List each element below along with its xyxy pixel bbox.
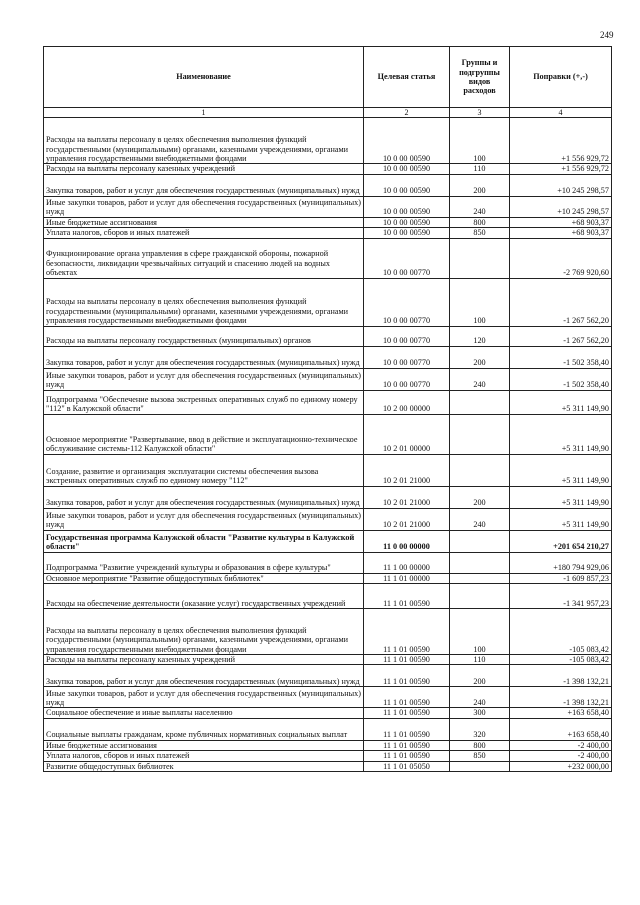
row-target-code: 11 1 01 00000	[364, 573, 450, 583]
header-name: Наименование	[44, 47, 364, 108]
row-name: Иные закупки товаров, работ и услуг для обеспечения государственных (муниципальных) нужд	[44, 196, 364, 217]
row-group	[450, 573, 510, 583]
row-group: 200	[450, 346, 510, 368]
row-group: 240	[450, 687, 510, 708]
row-target-code: 11 1 01 00590	[364, 687, 450, 708]
table-row	[44, 228, 612, 238]
row-group: 850	[450, 228, 510, 238]
row-amount: -105 083,42	[510, 609, 612, 655]
row-amount: -1 398 132,21	[510, 687, 612, 708]
table-row	[44, 530, 612, 552]
row-amount: -1 502 358,40	[510, 368, 612, 390]
row-target-code: 11 1 00 00000	[364, 552, 450, 573]
row-target-code: 11 1 01 00590	[364, 655, 450, 665]
row-group	[450, 414, 510, 454]
row-amount: +163 658,40	[510, 708, 612, 718]
row-amount: -105 083,42	[510, 655, 612, 665]
row-target-code: 10 0 00 00590	[364, 118, 450, 164]
row-target-code: 11 1 01 00590	[364, 584, 450, 609]
row-name: Расходы на выплаты персоналу казенных учреждений	[44, 164, 364, 174]
row-group: 120	[450, 326, 510, 346]
row-target-code: 10 2 00 00000	[364, 390, 450, 414]
row-target-code: 10 2 01 00000	[364, 414, 450, 454]
row-name: Иные закупки товаров, работ и услуг для обеспечения государственных (муниципальных) нужд	[44, 687, 364, 708]
row-amount: -1 341 957,23	[510, 584, 612, 609]
row-group	[450, 552, 510, 573]
row-amount: -1 267 562,20	[510, 326, 612, 346]
row-group: 100	[450, 278, 510, 326]
table-row	[44, 609, 612, 655]
row-amount: +5 311 149,90	[510, 454, 612, 486]
row-name: Иные закупки товаров, работ и услуг для обеспечения государственных (муниципальных) нужд	[44, 508, 364, 530]
table-row	[44, 718, 612, 740]
row-target-code: 10 0 00 00770	[364, 368, 450, 390]
row-target-code: 10 0 00 00590	[364, 196, 450, 217]
row-name: Расходы на обеспечение деятельности (оказание услуг) государственных учреждений	[44, 584, 364, 609]
row-name: Подпрограмма "Обеспечение вызова экстренных оперативных служб по единому номеру "112" в Калужской области"	[44, 390, 364, 414]
row-amount: +5 311 149,90	[510, 508, 612, 530]
row-name: Уплата налогов, сборов и иных платежей	[44, 228, 364, 238]
row-group: 100	[450, 609, 510, 655]
row-group: 240	[450, 508, 510, 530]
row-name: Закупка товаров, работ и услуг для обеспечения государственных (муниципальных) нужд	[44, 665, 364, 687]
row-group: 320	[450, 718, 510, 740]
table-row	[44, 196, 612, 217]
row-amount: +5 311 149,90	[510, 414, 612, 454]
row-group: 200	[450, 486, 510, 508]
row-name: Закупка товаров, работ и услуг для обеспечения государственных (муниципальных) нужд	[44, 346, 364, 368]
row-group: 240	[450, 196, 510, 217]
table-row	[44, 665, 612, 687]
row-group: 850	[450, 751, 510, 761]
col-number: 1	[44, 108, 364, 118]
row-amount: +163 658,40	[510, 718, 612, 740]
table-row	[44, 708, 612, 718]
header-row	[44, 47, 612, 108]
col-number: 4	[510, 108, 612, 118]
row-name: Расходы на выплаты персоналу государственных (муниципальных) органов	[44, 326, 364, 346]
row-target-code: 10 0 00 00770	[364, 326, 450, 346]
row-name: Развитие общедоступных библиотек	[44, 761, 364, 771]
row-target-code: 10 0 00 00770	[364, 278, 450, 326]
row-target-code: 11 1 01 00590	[364, 708, 450, 718]
table-row	[44, 584, 612, 609]
row-name: Создание, развитие и организация эксплуатации системы обеспечения вызова экстренных оперативных служб по единому номеру "112"	[44, 454, 364, 486]
row-amount: +68 903,37	[510, 217, 612, 227]
col-number: 3	[450, 108, 510, 118]
row-target-code: 11 1 01 00590	[364, 740, 450, 750]
row-target-code: 10 0 00 00590	[364, 228, 450, 238]
table-row	[44, 414, 612, 454]
row-group	[450, 584, 510, 609]
row-name: Расходы на выплаты персоналу в целях обеспечения выполнения функций государственными (муниципальными) органами, казенными учреждениями, органами управления государственными внебюджетными фондами	[44, 609, 364, 655]
row-amount: +232 000,00	[510, 761, 612, 771]
row-name: Иные бюджетные ассигнования	[44, 217, 364, 227]
row-name: Социальное обеспечение и иные выплаты населению	[44, 708, 364, 718]
table-row	[44, 552, 612, 573]
row-group: 300	[450, 708, 510, 718]
column-number-row	[44, 108, 612, 118]
table-row	[44, 454, 612, 486]
row-group: 200	[450, 174, 510, 196]
row-amount: +68 903,37	[510, 228, 612, 238]
row-target-code: 11 1 01 05050	[364, 761, 450, 771]
row-target-code: 10 0 00 00590	[364, 174, 450, 196]
row-name: Социальные выплаты гражданам, кроме публичных нормативных социальных выплат	[44, 718, 364, 740]
row-name: Расходы на выплаты персоналу в целях обеспечения выполнения функций государственными (муниципальными) органами, казенными учреждениями, органами управления государственными внебюджетными фондами	[44, 278, 364, 326]
row-group	[450, 390, 510, 414]
row-name: Функционирование органа управления в сфере гражданской обороны, пожарной безопасности, ликвидации чрезвычайных ситуаций и спасению людей на водных объектах	[44, 238, 364, 278]
row-amount: -1 502 358,40	[510, 346, 612, 368]
row-amount: +201 654 210,27	[510, 530, 612, 552]
row-name: Закупка товаров, работ и услуг для обеспечения государственных (муниципальных) нужд	[44, 486, 364, 508]
table-row	[44, 278, 612, 326]
table-row	[44, 238, 612, 278]
row-group	[450, 454, 510, 486]
table-row	[44, 486, 612, 508]
row-target-code: 11 1 01 00590	[364, 665, 450, 687]
row-amount: -2 400,00	[510, 751, 612, 761]
table-row	[44, 761, 612, 771]
table-row	[44, 390, 612, 414]
table-row	[44, 508, 612, 530]
table-row	[44, 217, 612, 227]
row-name: Иные закупки товаров, работ и услуг для обеспечения государственных (муниципальных) нужд	[44, 368, 364, 390]
row-name: Основное мероприятие "Развертывание, ввод в действие и эксплуатационно-техническое обслуживание системы-112 Калужской области"	[44, 414, 364, 454]
row-name: Уплата налогов, сборов и иных платежей	[44, 751, 364, 761]
table-row	[44, 655, 612, 665]
row-amount: +5 311 149,90	[510, 390, 612, 414]
col-number: 2	[364, 108, 450, 118]
row-target-code: 10 0 00 00770	[364, 238, 450, 278]
row-amount: -1 609 857,23	[510, 573, 612, 583]
row-name: Подпрограмма "Развитие учреждений культуры и образования в сфере культуры"	[44, 552, 364, 573]
row-group: 100	[450, 118, 510, 164]
row-group: 110	[450, 164, 510, 174]
row-name: Государственная программа Калужской области "Развитие культуры в Калужской области"	[44, 530, 364, 552]
table-row	[44, 368, 612, 390]
row-name: Расходы на выплаты персоналу казенных учреждений	[44, 655, 364, 665]
row-group	[450, 761, 510, 771]
row-amount: +10 245 298,57	[510, 174, 612, 196]
row-group: 110	[450, 655, 510, 665]
table-row	[44, 346, 612, 368]
header-group: Группы и подгруппы видов расходов	[450, 47, 510, 108]
table-row	[44, 174, 612, 196]
header-amend: Поправки (+,-)	[510, 47, 612, 108]
table-row	[44, 687, 612, 708]
row-amount: -1 267 562,20	[510, 278, 612, 326]
row-amount: -2 400,00	[510, 740, 612, 750]
row-amount: -1 398 132,21	[510, 665, 612, 687]
row-group: 240	[450, 368, 510, 390]
row-group	[450, 238, 510, 278]
row-name: Основное мероприятие "Развитие общедоступных библиотек"	[44, 573, 364, 583]
row-group: 800	[450, 217, 510, 227]
table-row	[44, 326, 612, 346]
row-amount: +1 556 929,72	[510, 118, 612, 164]
row-target-code: 10 0 00 00590	[364, 164, 450, 174]
row-target-code: 11 1 01 00590	[364, 609, 450, 655]
row-target-code: 10 0 00 00590	[364, 217, 450, 227]
row-name: Иные бюджетные ассигнования	[44, 740, 364, 750]
table-row	[44, 118, 612, 164]
row-amount: +5 311 149,90	[510, 486, 612, 508]
row-target-code: 11 1 01 00590	[364, 718, 450, 740]
row-amount: +10 245 298,57	[510, 196, 612, 217]
row-amount: -2 769 920,60	[510, 238, 612, 278]
row-target-code: 11 0 00 00000	[364, 530, 450, 552]
table-row	[44, 164, 612, 174]
row-group: 800	[450, 740, 510, 750]
row-group: 200	[450, 665, 510, 687]
header-target: Целевая статья	[364, 47, 450, 108]
row-target-code: 11 1 01 00590	[364, 751, 450, 761]
row-target-code: 10 2 01 21000	[364, 454, 450, 486]
row-amount: +180 794 929,06	[510, 552, 612, 573]
table-row	[44, 573, 612, 583]
table-row	[44, 751, 612, 761]
budget-table	[43, 46, 612, 772]
table-row	[44, 740, 612, 750]
row-group	[450, 530, 510, 552]
page-number: 249	[600, 30, 614, 40]
row-target-code: 10 0 00 00770	[364, 346, 450, 368]
row-name: Закупка товаров, работ и услуг для обеспечения государственных (муниципальных) нужд	[44, 174, 364, 196]
row-name: Расходы на выплаты персоналу в целях обеспечения выполнения функций государственными (муниципальными) органами, казенными учреждениями, органами управления государственными внебюджетными фондами	[44, 118, 364, 164]
row-target-code: 10 2 01 21000	[364, 486, 450, 508]
row-target-code: 10 2 01 21000	[364, 508, 450, 530]
row-amount: +1 556 929,72	[510, 164, 612, 174]
